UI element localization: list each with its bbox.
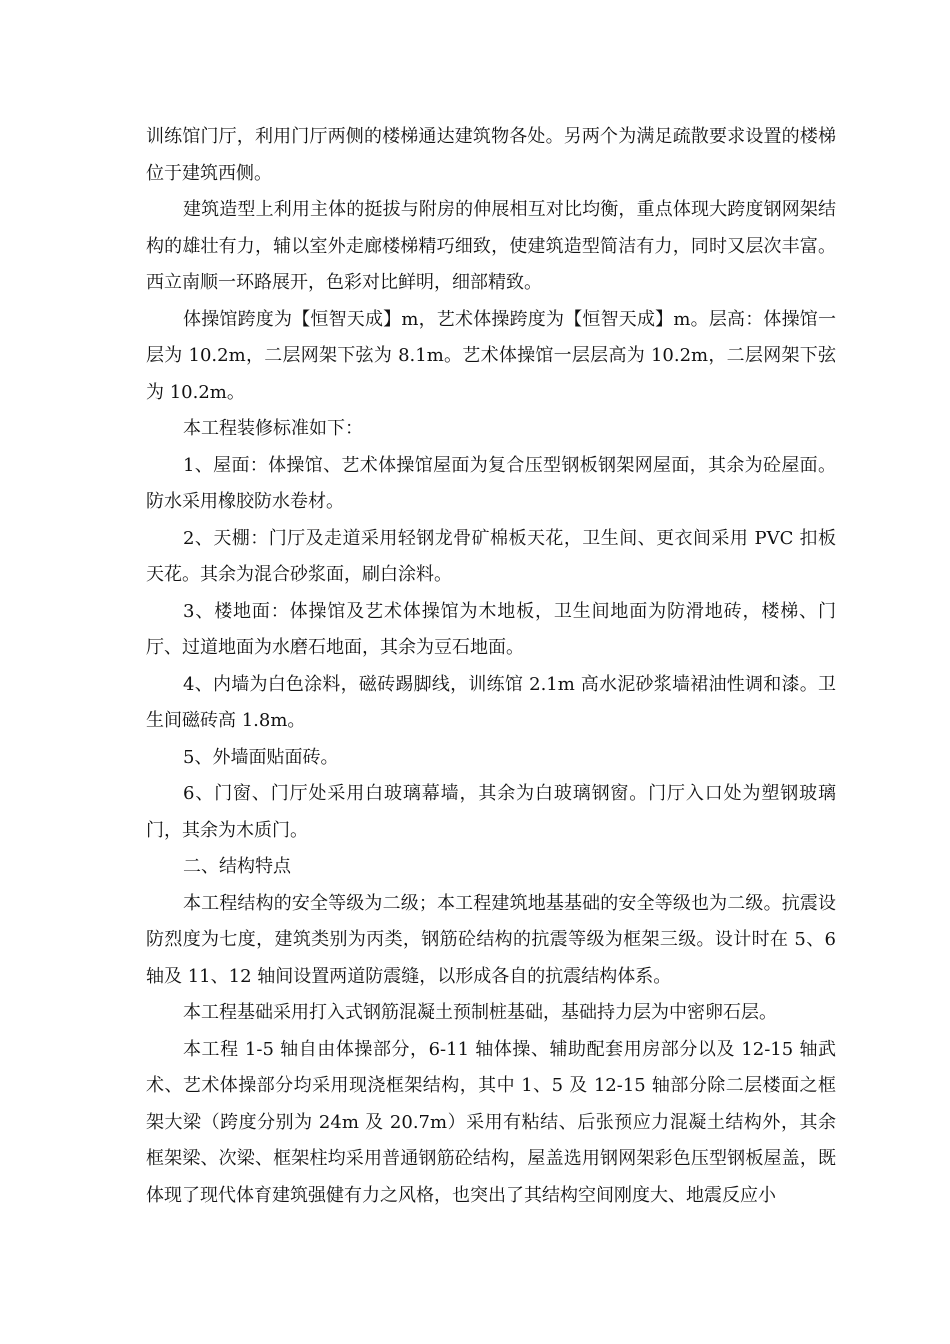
document-body <box>146 119 836 1214</box>
list-item-doors-windows: 6、门窗、门厅处采用白玻璃幕墙，其余为白玻璃钢窗。门厅入口处为塑钢玻璃门，其余为木质门。 <box>146 783 836 841</box>
paragraph-continuation: 训练馆门厅，利用门厅两侧的楼梯通达建筑物各处。另两个为满足疏散要求设置的楼梯位于建筑西侧。 <box>146 126 836 184</box>
list-item-exterior-wall: 5、外墙面贴面砖。 <box>183 746 339 768</box>
list-item-ceiling: 2、天棚：门厅及走道采用轻钢龙骨矿棉板天花，卫生间、更衣间采用 PVC 扣板天花。其余为混合砂浆面，刷白涂料。 <box>146 527 836 585</box>
paragraph-foundation: 本工程基础采用打入式钢筋混凝土预制桩基础，基础持力层为中密卵石层。 <box>183 1002 777 1023</box>
section-heading-structure: 二、结构特点 <box>183 856 291 877</box>
paragraph-architectural-form: 建筑造型上利用主体的挺拔与附房的伸展相互对比均衡，重点体现大跨度钢网架结构的雄壮有力，辅以室外走廊楼梯精巧细致，使建筑造型简洁有力，同时又层次丰富。西立南顺一环路展开，色彩对比鲜明，细部精致。 <box>146 199 836 293</box>
list-item-interior-wall: 4、内墙为白色涂料，磁砖踢脚线，训练馆 2.1m 高水泥砂浆墙裙油性调和漆。卫生间磁砖高 1.8m。 <box>146 673 836 731</box>
paragraph-span-and-height: 体操馆跨度为【恒智天成】m，艺术体操跨度为【恒智天成】m。层高：体操馆一层为 10.2m，二层网架下弦为 8.1m。艺术体操馆一层层高为 10.2m，二层网架下弦为 10.2m。 <box>146 308 836 403</box>
paragraph-finish-standard-intro: 本工程装修标准如下： <box>183 418 363 439</box>
paragraph-safety-grade: 本工程结构的安全等级为二级；本工程建筑地基基础的安全等级也为二级。抗震设防烈度为七度，建筑类别为丙类，钢筋砼结构的抗震等级为框架三级。设计时在 5、6 轴及 11、12 轴间设置两道防震缝，以形成各自的抗震结构体系。 <box>146 892 836 987</box>
paragraph-frame-structure: 本工程 1-5 轴自由体操部分，6-11 轴体操、辅助配套用房部分以及 12-15 轴武术、艺术体操部分均采用现浇框架结构，其中 1、5 及 12-15 轴部分除二层楼面之框架大梁（跨度分别为 24m 及 20.7m）采用有粘结、后张预应力混凝土结构外，其余框架梁、次梁、框架柱均采用普通钢筋砼结构，屋盖选用钢网架彩色压型钢板屋盖，既体现了现代体育建筑强健有力之风格，也突出了其结构空间刚度大、地震反应小 <box>146 1038 836 1206</box>
list-item-floor: 3、楼地面：体操馆及艺术体操馆为木地板，卫生间地面为防滑地砖，楼梯、门厅、过道地面为水磨石地面，其余为豆石地面。 <box>146 600 836 658</box>
list-item-roof: 1、屋面：体操馆、艺术体操馆屋面为复合压型钢板钢架网屋面，其余为砼屋面。防水采用橡胶防水卷材。 <box>146 454 836 512</box>
